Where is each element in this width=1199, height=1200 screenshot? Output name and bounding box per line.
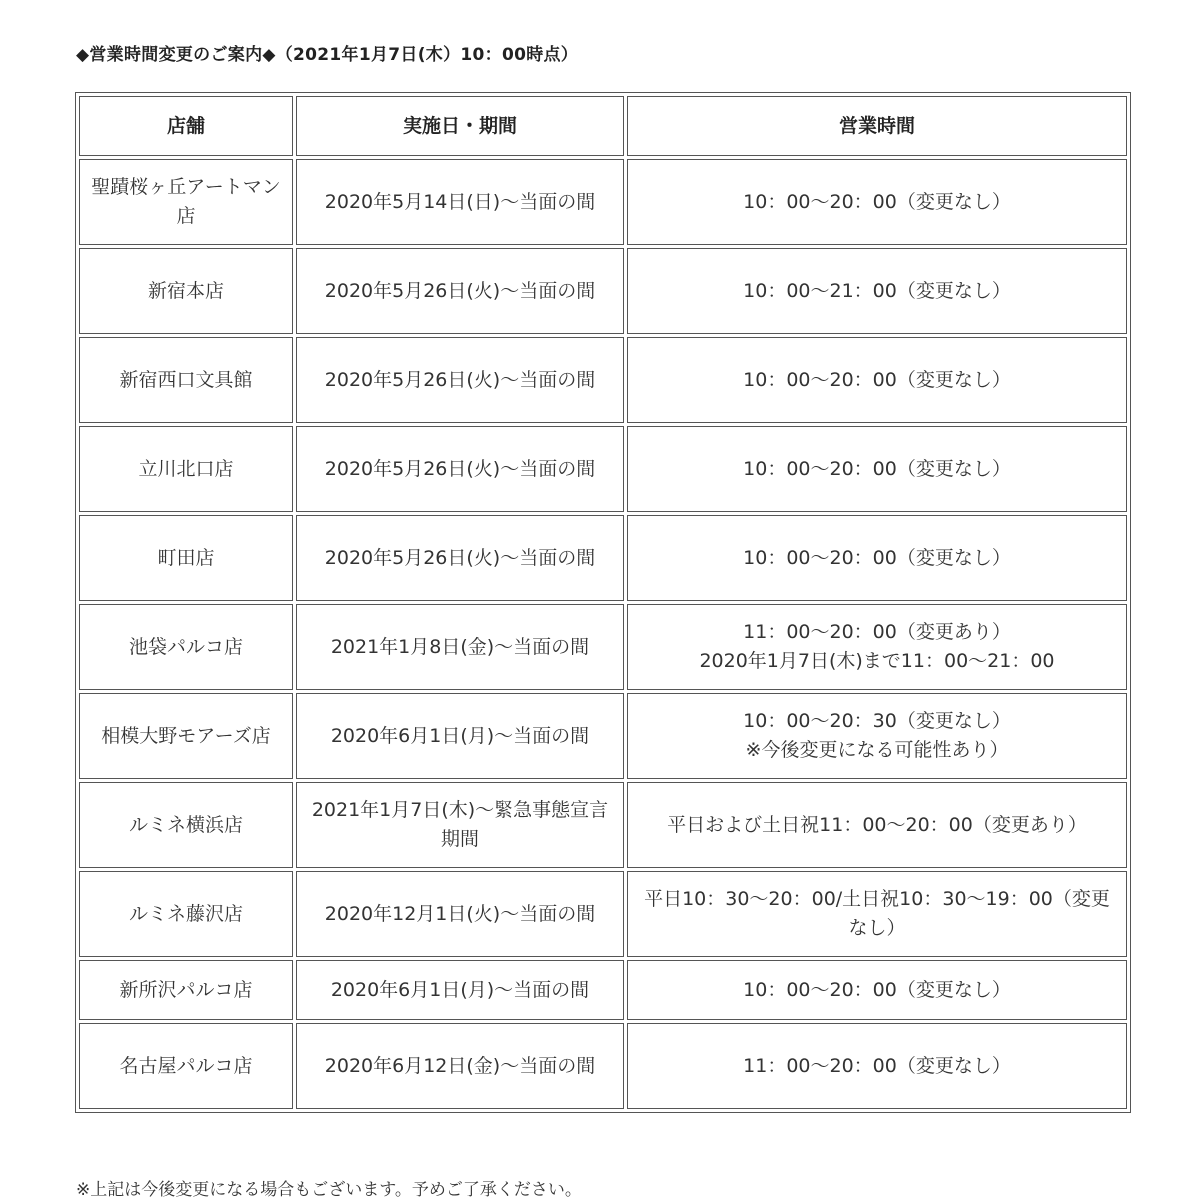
period-cell: 2020年6月1日(月)～当面の間: [296, 960, 624, 1020]
hours-text: 10：00～20：00（変更なし）: [743, 457, 1011, 480]
hours-note: 2020年1月7日(木)まで11：00～21：00: [699, 650, 1055, 672]
store-cell: 立川北口店: [79, 426, 293, 512]
header-period: 実施日・期間: [296, 96, 624, 156]
hours-cell: [627, 515, 1127, 601]
table-row: [79, 515, 1127, 601]
table-row: [79, 604, 1127, 690]
table-row: [79, 871, 1127, 957]
header-store: 店舗: [79, 96, 293, 156]
business-hours-table-container: [75, 92, 1131, 1113]
footnote: ※上記は今後変更になる場合もございます。予めご了承ください。: [76, 1180, 582, 1200]
hours-cell: [627, 1023, 1127, 1109]
hours-text: 10：00～21：00（変更なし）: [743, 279, 1011, 302]
header-hours: 営業時間: [627, 96, 1127, 156]
hours-cell: [627, 426, 1127, 512]
table-row: [79, 960, 1127, 1020]
store-cell: ルミネ藤沢店: [79, 871, 293, 957]
period-cell: 2020年5月26日(火)～当面の間: [296, 337, 624, 423]
table-row: [79, 248, 1127, 334]
period-cell: 2020年5月26日(火)～当面の間: [296, 515, 624, 601]
table-row: [79, 426, 1127, 512]
store-cell: 新所沢パルコ店: [79, 960, 293, 1020]
period-cell: 2020年6月1日(月)～当面の間: [296, 693, 624, 779]
table-header-row: [79, 96, 1127, 156]
period-cell: 2020年5月26日(火)～当面の間: [296, 248, 624, 334]
hours-cell: [627, 871, 1127, 957]
hours-text: 11：00～20：00（変更なし）: [743, 1054, 1011, 1077]
store-cell: 新宿本店: [79, 248, 293, 334]
store-cell: ルミネ横浜店: [79, 782, 293, 868]
period-cell: 2020年5月14日(日)～当面の間: [296, 159, 624, 245]
hours-text: 平日および土日祝11：00～20：00（変更あり）: [667, 813, 1087, 836]
table-row: [79, 337, 1127, 423]
hours-note: ※今後変更になる可能性あり）: [745, 739, 1009, 761]
page-title: ◆営業時間変更のご案内◆（2021年1月7日(木）10：00時点）: [76, 45, 579, 65]
store-cell: 新宿西口文具館: [79, 337, 293, 423]
store-cell: 相模大野モアーズ店: [79, 693, 293, 779]
store-cell: 名古屋パルコ店: [79, 1023, 293, 1109]
period-cell: 2020年6月12日(金)～当面の間: [296, 1023, 624, 1109]
hours-text: 平日10：30～20：00/土日祝10：30～19：00（変更なし）: [644, 888, 1110, 939]
period-cell: 2020年12月1日(火)～当面の間: [296, 871, 624, 957]
hours-cell: [627, 604, 1127, 690]
hours-cell: [627, 248, 1127, 334]
hours-text: 10：00～20：00（変更なし）: [743, 368, 1011, 391]
table-row: [79, 1023, 1127, 1109]
hours-text: 10：00～20：00（変更なし）: [743, 978, 1011, 1001]
hours-text: 10：00～20：00（変更なし）: [743, 546, 1011, 569]
hours-cell: [627, 159, 1127, 245]
table-row: [79, 782, 1127, 868]
business-hours-table: [75, 92, 1131, 1113]
table-row: [79, 159, 1127, 245]
table-row: [79, 693, 1127, 779]
hours-cell: [627, 960, 1127, 1020]
hours-text: 10：00～20：30（変更なし）: [743, 710, 1011, 732]
store-cell: 聖蹟桜ヶ丘アートマン店: [79, 159, 293, 245]
hours-text: 11：00～20：00（変更あり）: [743, 621, 1011, 643]
hours-cell: [627, 782, 1127, 868]
store-cell: 池袋パルコ店: [79, 604, 293, 690]
store-cell: 町田店: [79, 515, 293, 601]
period-cell: 2020年5月26日(火)～当面の間: [296, 426, 624, 512]
hours-cell: [627, 693, 1127, 779]
period-cell: 2021年1月8日(金)～当面の間: [296, 604, 624, 690]
hours-text: 10：00～20：00（変更なし）: [743, 190, 1011, 213]
hours-cell: [627, 337, 1127, 423]
period-cell: 2021年1月7日(木)～緊急事態宣言期間: [296, 782, 624, 868]
